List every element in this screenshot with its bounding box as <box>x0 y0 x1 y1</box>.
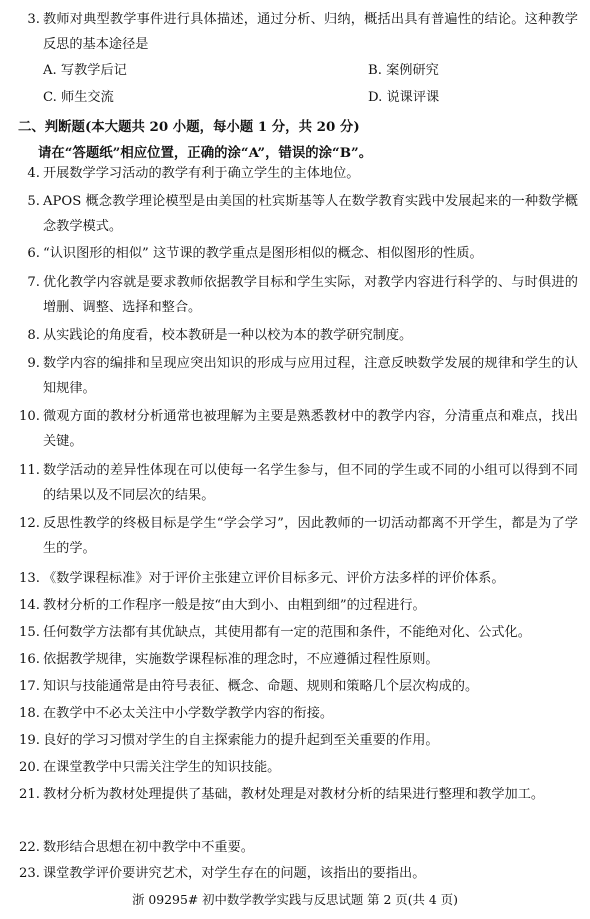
option-c: C. 师生交流 <box>43 90 114 105</box>
question-number: 14. <box>19 598 40 613</box>
option-b: B. 案例研究 <box>368 63 439 78</box>
question-number: 23. <box>19 866 40 881</box>
question-text: “认识图形的相似” 这节课的教学重点是图形相似的概念、相似图形的性质。 <box>43 246 483 261</box>
question-text: 教师对典型教学事件进行具体描述，通过分析、归纳，概括出具有普遍性的结论。这种教学反思的基本途径是 <box>43 12 578 52</box>
question-17 <box>16 674 578 699</box>
question-number: 9. <box>27 356 40 371</box>
question-9 <box>16 351 578 401</box>
section-heading: 二、判断题(本大题共 20 小题，每小题 1 分，共 20 分) <box>18 119 360 135</box>
question-text: 数学活动的差异性体现在可以使每一名学生参与，但不同的学生或不同的小组可以得到不同的结果以及不同层次的结果。 <box>43 463 578 503</box>
question-10 <box>16 404 578 454</box>
question-11 <box>16 458 578 508</box>
question-number: 7. <box>27 275 40 290</box>
question-number: 4. <box>27 166 40 181</box>
question-number: 10. <box>19 409 40 424</box>
question-number: 13. <box>19 571 40 586</box>
question-text: 《数学课程标准》对于评价主张建立评价目标多元、评价方法多样的评价体系。 <box>43 571 505 586</box>
page-footer: 浙 09295# 初中数学教学实践与反思试题 第 2 页(共 4 页) <box>132 892 458 907</box>
question-4 <box>16 161 578 186</box>
question-16 <box>16 647 578 672</box>
question-number: 21. <box>19 787 40 802</box>
question-number: 8. <box>27 328 40 343</box>
question-text: 教材分析的工作程序一般是按“由大到小、由粗到细”的过程进行。 <box>43 598 426 613</box>
option-d: D. 说课评课 <box>368 90 440 105</box>
question-number: 6. <box>27 246 40 261</box>
question-number: 19. <box>19 733 40 748</box>
question-number: 17. <box>19 679 40 694</box>
question-number: 20. <box>19 760 40 775</box>
question-number: 11. <box>19 463 40 478</box>
question-21 <box>16 782 578 807</box>
question-7 <box>16 270 578 320</box>
question-text: 知识与技能通常是由符号表征、概念、命题、规则和策略几个层次构成的。 <box>43 679 479 694</box>
question-number: 15. <box>19 625 40 640</box>
question-20 <box>16 755 578 780</box>
question-15 <box>16 620 578 645</box>
question-19 <box>16 728 578 753</box>
question-text: 开展数学学习活动的教学有利于确立学生的主体地位。 <box>43 166 360 181</box>
question-number: 5. <box>27 194 40 209</box>
question-text: 良好的学习习惯对学生的自主探索能力的提升起到至关重要的作用。 <box>43 733 439 748</box>
question-number: 12. <box>19 516 40 531</box>
question-text: 优化教学内容就是要求教师依据教学目标和学生实际，对教学内容进行科学的、与时俱进的增删、调整、选择和整合。 <box>43 275 578 315</box>
question-number: 18. <box>19 706 40 721</box>
question-18 <box>16 701 578 726</box>
question-text: APOS 概念教学理论模型是由美国的杜宾斯基等人在数学教育实践中发展起来的一种数学概念教学模式。 <box>43 194 578 234</box>
question-text: 微观方面的教材分析通常也被理解为主要是熟悉教材中的教学内容，分清重点和难点，找出关键。 <box>43 409 578 449</box>
question-text: 数形结合思想在初中教学中不重要。 <box>43 840 254 855</box>
question-number: 3. <box>27 12 40 27</box>
question-5 <box>16 189 578 239</box>
question-12 <box>16 511 578 561</box>
question-number: 22. <box>19 840 40 855</box>
question-text: 在教学中不必太关注中小学数学教学内容的衔接。 <box>43 706 334 721</box>
question-text: 课堂教学评价要讲究艺术，对学生存在的问题，该指出的要指出。 <box>43 866 426 881</box>
option-a: A. 写教学后记 <box>43 63 127 78</box>
question-number: 16. <box>19 652 40 667</box>
question-3 <box>16 7 578 57</box>
question-23 <box>16 861 578 886</box>
question-14 <box>16 593 578 618</box>
question-text: 依据教学规律，实施数学课程标准的理念时，不应遵循过程性原则。 <box>43 652 439 667</box>
question-text: 在课堂教学中只需关注学生的知识技能。 <box>43 760 281 775</box>
section-instruction: 请在“答题纸”相应位置，正确的涂“A”，错误的涂“B”。 <box>38 145 373 161</box>
question-text: 从实践论的角度看，校本教研是一种以校为本的教学研究制度。 <box>43 328 413 343</box>
question-text: 反思性教学的终极目标是学生“学会学习”，因此教师的一切活动都离不开学生，都是为了学生的学。 <box>43 516 578 556</box>
question-6 <box>16 241 578 266</box>
question-text: 数学内容的编排和呈现应突出知识的形成与应用过程，注意反映数学发展的规律和学生的认知规律。 <box>43 356 578 396</box>
question-text: 任何数学方法都有其优缺点，其使用都有一定的范围和条件，不能绝对化、公式化。 <box>43 625 531 640</box>
question-text: 教材分析为教材处理提供了基础，教材处理是对教材分析的结果进行整理和教学加工。 <box>43 787 545 802</box>
question-13 <box>16 566 578 591</box>
question-22 <box>16 835 578 860</box>
question-8 <box>16 323 578 348</box>
